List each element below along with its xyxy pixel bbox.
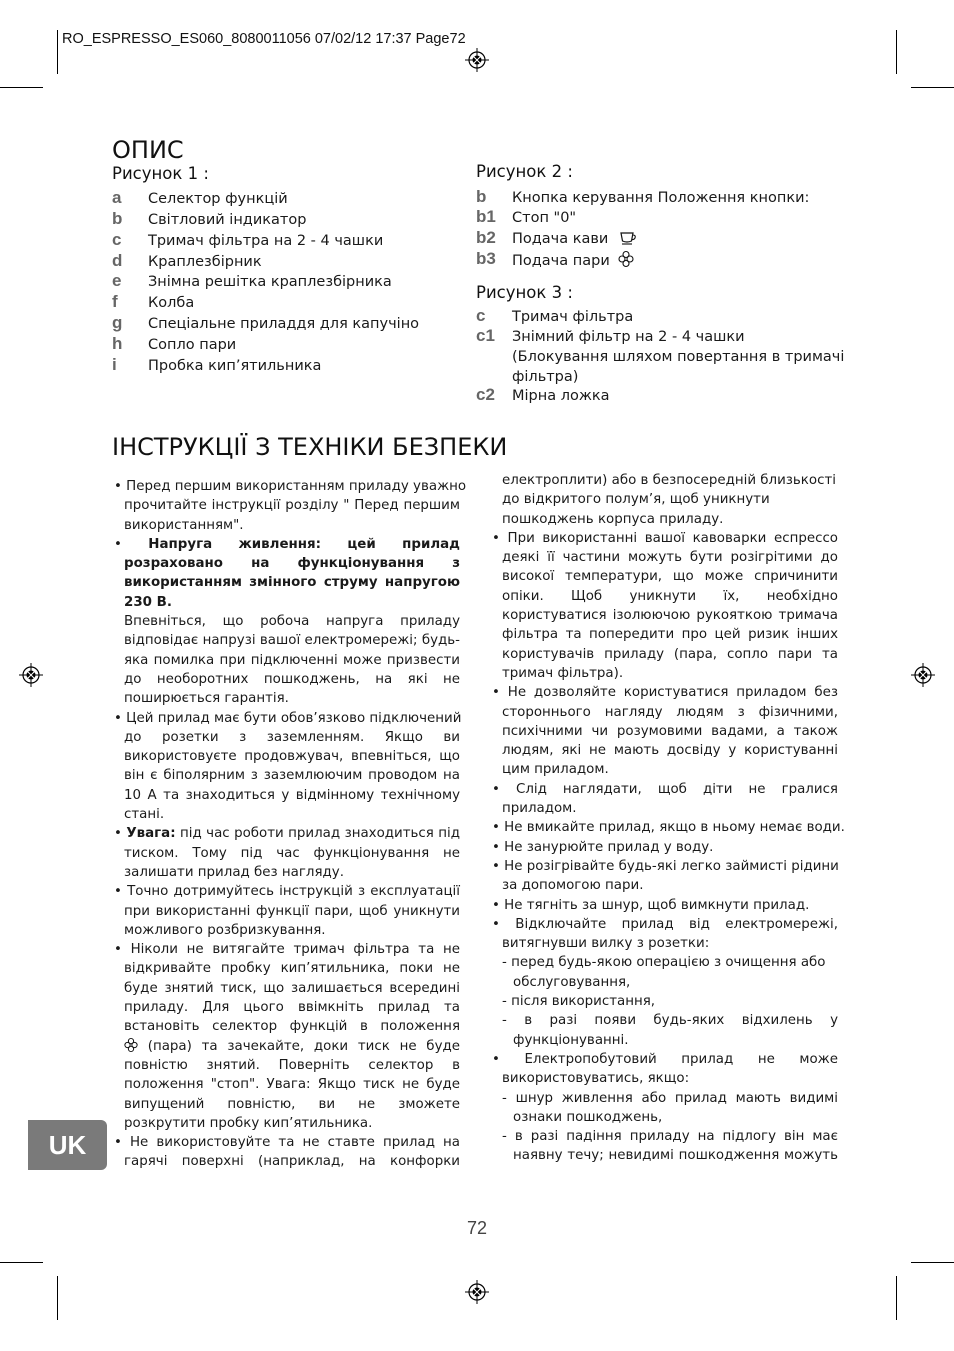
crop-mark (896, 1276, 897, 1320)
list-item (512, 250, 634, 272)
list-letter: f (112, 292, 118, 311)
list-letter: g (112, 313, 123, 332)
text-line: буде знятий тиск, що залишається всередині (124, 980, 460, 996)
list-item: Сопло пари (148, 337, 237, 353)
text-line: відкривайте пробку кип’ятильника, поки не (124, 961, 460, 977)
list-item: (Блокування шляхом повертання в тримачі (512, 349, 845, 365)
text-line: функціонуванні. (513, 1032, 629, 1048)
list-letter: b (112, 209, 123, 228)
safety-right-column (492, 471, 845, 1166)
text-line: - після використання, (502, 994, 656, 1010)
text-line: опіки. Щоб уникнути їх, необхідно (502, 588, 838, 604)
text-line: тримач фільтра). (502, 665, 624, 681)
list-item-label: Подача пари (512, 253, 610, 269)
text-line: приладом. (502, 801, 577, 817)
text-line: 10 А та знаходиться у відмінному технічному (124, 787, 460, 803)
crop-mark (911, 1262, 954, 1263)
crop-mark (0, 87, 43, 88)
registration-mark-icon (911, 663, 935, 687)
text-line: • Слід наглядати, щоб діти не гралися (492, 781, 838, 797)
steam-icon (124, 1037, 138, 1053)
text-line: яка помилка при підключенні може призвести (124, 652, 460, 668)
bold-word: прилад (402, 536, 460, 552)
text-line (114, 1037, 460, 1056)
section-title-description: ОПИС (112, 136, 184, 164)
text-line: гарячі поверхні (наприклад, на конфорки (124, 1154, 460, 1170)
text-line: людям, які не мають досвіду у користуванні (502, 743, 838, 759)
list-letter: h (112, 334, 123, 353)
list-item: Знімний фільтр на 2 - 4 чашки (512, 329, 745, 345)
text-line: • Не розігрівайте будь-які легко займисті рідини (492, 858, 839, 874)
bold-word: живлення: (238, 536, 321, 552)
figure2-title: Рисунок 2 : (476, 162, 573, 181)
crop-mark (57, 30, 58, 74)
text-line: • Не занурюйте прилад у воду. (492, 839, 714, 855)
text-line: стороннього нагляду людям з фізичними, (502, 704, 838, 720)
bold-word: цей (347, 536, 376, 552)
list-item: Тримач фільтра (512, 309, 634, 325)
text-line: відповідає напрузі вашої електромережі; будь- (124, 633, 460, 649)
list-letter: b1 (476, 207, 496, 226)
text-line: ознаки пошкоджень, (513, 1109, 663, 1125)
language-tab: UK (28, 1120, 107, 1170)
crop-mark (911, 87, 954, 88)
text-line: - в разі падіння приладу на підлогу він має (502, 1129, 838, 1145)
text-line: - перед будь-якою операцією з очищення або (502, 955, 826, 971)
list-letter: a (112, 188, 122, 207)
crop-mark (0, 1262, 43, 1263)
figure3-title: Рисунок 3 : (476, 283, 573, 302)
text-line (114, 573, 460, 592)
crop-mark (896, 30, 897, 74)
text-line: можливого розбризкування. (124, 922, 326, 938)
text-line: встановіть селектор функцій в положення (124, 1019, 460, 1035)
list-item: Мірна ложка (512, 388, 610, 404)
text-line: деякі її частини можуть бути розігрітими до (502, 550, 838, 566)
bold-word: Увага: (126, 826, 176, 842)
list-letter: e (112, 271, 122, 290)
text-line: - шнур живлення або прилад мають видимі (502, 1090, 838, 1106)
text-line: він є біполярним з заземлюючим проводом на (124, 768, 460, 784)
text-line: Впевніться, що робоча напруга приладу (124, 614, 460, 630)
text-line: використанням". (124, 517, 244, 533)
bold-text: 230 В. (124, 594, 172, 610)
list-letter: c (476, 306, 486, 325)
text-line: психічними чи розумовими вадами, а також (502, 723, 838, 739)
text-line: витягнувши вилку з розетки: (502, 936, 710, 952)
list-item: Світловий індикатор (148, 212, 307, 228)
text-line: • Не тягніть за шнур, щоб вимкнути прилад. (492, 897, 810, 913)
registration-mark-icon (19, 663, 43, 687)
text-line: положення "стоп". Увага: Якщо тиск не буде (124, 1077, 460, 1093)
text-line: розкрутити пробку кип’ятильника. (124, 1115, 373, 1131)
text-line: прочитайте інструкції розділу " Перед першим (124, 498, 460, 514)
steam-icon (618, 250, 634, 268)
registration-mark-icon (465, 1280, 489, 1304)
text-line: користувачів приладу (пара, сопло пари та (502, 646, 838, 662)
list-item: Колба (148, 295, 195, 311)
list-item: Краплезбірник (148, 254, 262, 270)
text-span: під час роботи прилад знаходиться під (180, 826, 460, 842)
text-line: - в разі появи будь-яких відхилень у (502, 1013, 838, 1029)
text-line: за допомогою пари. (502, 878, 644, 894)
text-line: стані. (124, 807, 165, 823)
text-line: • Не дозволяйте користуватися приладом без (492, 685, 838, 701)
text-line: • Ніколи не витягайте тримач фільтра та не (114, 942, 460, 958)
text-line: до розетки з заземленням. Якщо ви (124, 729, 460, 745)
text-line (114, 593, 460, 612)
safety-left-column (114, 477, 467, 1172)
text-line: використовуватись, якщо: (502, 1071, 690, 1087)
text-line: залишати прилад без нагляду. (124, 864, 344, 880)
text-line: • Відключайте прилад від електромережі, (492, 916, 838, 932)
list-item: фільтра) (512, 369, 579, 385)
text-line: високої температури, що може спричинити (502, 569, 838, 585)
print-slug: RO_ESPRESSO_ES060_8080011056 07/02/12 17:37 Page72 (62, 31, 466, 47)
registration-mark-icon (465, 48, 489, 72)
bold-text: використанням змінного струму напругою (124, 575, 460, 591)
text-line (114, 535, 460, 554)
text-line: використовуєте продовжувач, впевніться, що (124, 749, 460, 765)
bullet: • (114, 536, 122, 552)
text-line: повністю знятий. Поверніть селектор в (124, 1057, 460, 1073)
list-item: Тримач фільтра на 2 - 4 чашки (148, 233, 384, 249)
text-line: фільтра та попередити про цей ризик інших (502, 627, 838, 643)
text-line: при використанні функції пари, щоб уникнути (124, 903, 460, 919)
text-line: наявну течу; невидимі пошкодження можуть (513, 1148, 838, 1164)
list-letter: i (112, 355, 117, 374)
text-line: електроплити) або в безпосередній близькості (502, 473, 836, 488)
list-item: Стоп "0" (512, 210, 577, 226)
text-line: випущений повністю, ви не зможете (124, 1096, 460, 1112)
text-line: обслуговування, (513, 974, 631, 990)
text-line: • Перед першим використанням приладу уважно (114, 479, 467, 494)
text-line: • Електропобутовий прилад не може (492, 1051, 838, 1067)
bold-text: розраховано на функціонування з (124, 556, 460, 572)
text-line: пошкоджень корпуса приладу. (502, 511, 724, 527)
list-item-label: Подача кави (512, 231, 609, 247)
text-line (114, 824, 460, 843)
page-number: 72 (466, 1218, 488, 1238)
list-letter: c (112, 230, 122, 249)
bullet: • (114, 826, 122, 842)
section-title-safety: ІНСТРУКЦІЇ З ТЕХНІКИ БЕЗПЕКИ (112, 433, 508, 461)
text-line: поширюється гарантія. (124, 691, 289, 707)
text-line: • Не вмикайте прилад, якщо в ньому немає води. (492, 820, 845, 836)
crop-mark (57, 1276, 58, 1320)
text-line: тиском. Тому під час функціонування не (124, 845, 460, 861)
text-line: приладу. Для цього ввімкніть прилад та (124, 1000, 460, 1016)
text-line: до відкритого полум’я, щоб уникнути (502, 492, 770, 508)
text-line: цим приладом. (502, 762, 609, 778)
text-span: (пара) та зачекайте, доки тиск не буде (147, 1038, 460, 1054)
list-item: Спеціальне приладдя для капучіно (148, 316, 420, 332)
list-item: Пробка кип’ятильника (148, 358, 322, 374)
list-item: Селектор функцій (148, 191, 288, 207)
list-letter: b3 (476, 249, 496, 268)
figure1-title: Рисунок 1 : (112, 164, 209, 183)
text-line: до необоротних пошкоджень, на які не (124, 671, 460, 687)
text-line: • Не використовуйте та не ставте прилад на (114, 1135, 460, 1151)
text-line: користуватися ізолюючою рукояткою тримача (502, 608, 838, 624)
cup-icon (619, 230, 637, 246)
list-item (512, 229, 637, 250)
list-letter: d (112, 251, 123, 270)
text-line: • Цей прилад має бути обов’язково підключений (114, 710, 462, 726)
list-letter: c1 (476, 326, 495, 345)
list-letter: c2 (476, 385, 495, 404)
list-item: Кнопка керування Положення кнопки: (512, 190, 810, 206)
text-line (114, 554, 460, 573)
list-item: Знімна решітка краплезбірника (148, 274, 392, 290)
text-line: • При використанні вашої кавоварки еспрессо (492, 530, 838, 546)
text-line: • Точно дотримуйтесь інструкцій з експлуатації (114, 884, 460, 900)
bold-word: Напруга (148, 536, 213, 552)
list-letter: b (476, 187, 487, 206)
list-letter: b2 (476, 228, 496, 247)
